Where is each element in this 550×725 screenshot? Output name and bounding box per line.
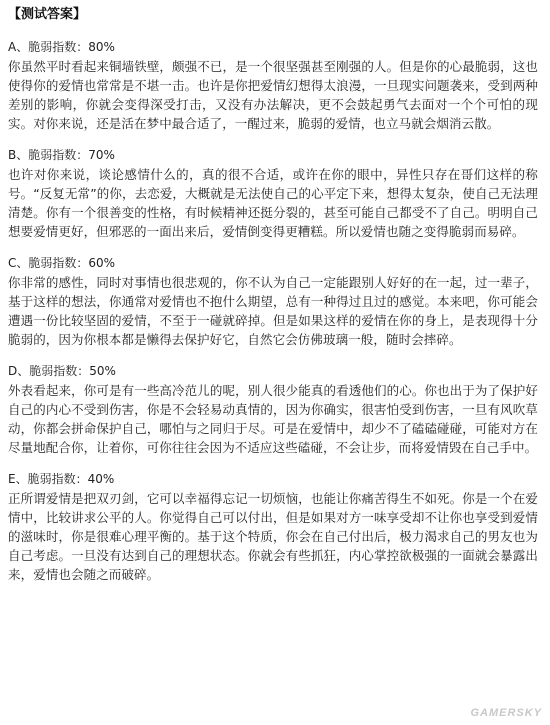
section-body: 正所谓爱情是把双刃剑，它可以幸福得忘记一切烦恼，也能让你痛苦得生不如死。你是一个在爱情中，比较讲求公平的人。你觉得自己可以付出，但是如果对方一味享受却不让你也享受到爱情的滋味时，你是很难心理平衡的。基于这个特质，你会在自己付出后，极力渴求自己的男友也为自己考虑。一旦没有达到自己的理想状态。你就会有些抓狂，内心掌控欲极强的一面就会暴露出来，爱情也会随之而破碎。: [8, 491, 538, 582]
section-title: E、脆弱指数：40%: [8, 472, 115, 486]
section-title: B、脆弱指数：70%: [8, 148, 115, 162]
answer-section-b: [8, 146, 538, 241]
page-title: 【测试答案】: [8, 7, 87, 22]
section-title: C、脆弱指数：60%: [8, 256, 116, 270]
section-title: D、脆弱指数：50%: [8, 364, 116, 378]
answer-section-c: [8, 254, 538, 349]
section-body: 外表看起来，你可是有一些高冷范儿的呢，别人很少能真的看透他们的心。你也出于为了保护好自己的内心不受到伤害，你是不会轻易动真情的，因为你确实，很害怕受到伤害，一旦有风吹草动，你都会拼命保护自己，哪怕与之同归于尽。可是在爱情中，却少不了磕磕碰碰，可能对方在尽量地配合你，让着你，可你往往会因为不适应这些磕碰，不会让步，而将爱情毁在自己手中。: [8, 383, 538, 455]
section-body: 你虽然平时看起来铜墙铁壁，颇强不已，是一个很坚强甚至刚强的人。但是你的心最脆弱，这也使得你的爱情也常常是不堪一击。也许是你把爱情幻想得太浪漫，一旦现实问题袭来，受到两种差别的影响，你就会变得深受打击，又没有办法解决，更不会鼓起勇气去面对一个个可怕的现实。对你来说，还是活在梦中最合适了，一醒过来，脆弱的爱情，也立马就会烟消云散。: [8, 59, 538, 131]
answer-section-d: [8, 362, 538, 457]
gamersky-watermark: GAMERSKY: [470, 707, 542, 719]
answer-section-a: [8, 38, 538, 133]
section-body: 你非常的感性，同时对事情也很悲观的，你不认为自己一定能跟别人好好的在一起，过一辈子，基于这样的想法，你通常对爱情也不抱什么期望，总有一种得过且过的感觉。本来吧，你可能会遭遇一份比较坚固的爱情，不至于一碰就碎掉。但是如果这样的爱情在你的身上，是表现得十分脆弱的，因为你根本都是懒得去保护好它，自然它会仿佛玻璃一般，随时会摔碎。: [8, 275, 538, 347]
answer-section-e: [8, 470, 538, 584]
section-title: A、脆弱指数：80%: [8, 40, 115, 54]
section-body: 也许对你来说，谈论感情什么的，真的很不合适，或许在你的眼中，异性只存在哥们这样的称号。“反复无常”的你，去恋爱，大概就是无法使自己的心平定下来，想得太复杂，使自己无法理清楚。你有一个很善变的性格，有时候精神还挺分裂的，甚至可能自己都受不了自己。明明自己想要爱情更好，但邪恶的一面出来后，爱情倒变得更糟糕。所以爱情也随之变得脆弱而易碎。: [8, 167, 538, 239]
